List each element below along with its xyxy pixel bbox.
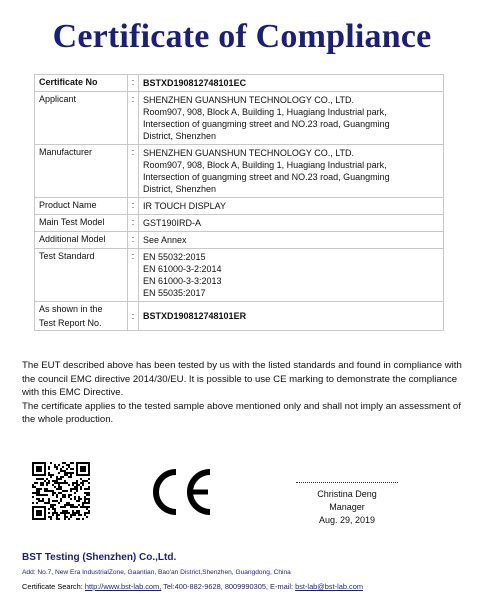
manufacturer-value <box>139 145 444 198</box>
row-test-report <box>35 302 444 331</box>
ce-mark-icon <box>144 462 224 522</box>
manufacturer-line: Intersection of guangming street and NO.23 road, Guangming <box>143 172 390 182</box>
signature-block <box>290 488 404 527</box>
signatory-title: Manager <box>329 502 365 512</box>
applicant-line: District, Shenzhen <box>143 131 217 141</box>
standard-line: EN 61000-3-2:2014 <box>143 264 222 274</box>
email-link[interactable]: bst-lab@bst-lab.com <box>295 582 363 591</box>
separator-colon: : <box>128 232 139 249</box>
footer-address: Add: No.7, New Era IndustrialZone, Gaantian, Bao'an District,Shenzhen, Guangdong, China <box>22 569 291 576</box>
row-test-standard <box>35 249 444 302</box>
footer-company: BST Testing (Shenzhen) Co.,Ltd. <box>22 552 177 563</box>
manufacturer-line: SHENZHEN GUANSHUN TECHNOLOGY CO., LTD. <box>143 148 355 158</box>
row-certificate-no <box>35 75 444 92</box>
row-additional-model <box>35 232 444 249</box>
manufacturer-label: Manufacturer <box>35 145 128 198</box>
certificate-no-value: BSTXD190812748101EC <box>139 75 444 92</box>
page-title: Certificate of Compliance <box>52 18 432 55</box>
standard-line: EN 55035:2017 <box>143 288 206 298</box>
separator-colon: : <box>128 145 139 198</box>
footer <box>22 552 472 591</box>
product-name-value: IR TOUCH DISPLAY <box>139 198 444 215</box>
applicant-line: Room907, 908, Block A, Building 1, Huagiang Industrial park, <box>143 107 387 117</box>
separator-colon: : <box>128 198 139 215</box>
footer-email-label: E-mail: <box>270 582 294 591</box>
row-manufacturer <box>35 145 444 198</box>
main-test-model-value: GST190IRD-A <box>139 215 444 232</box>
separator-colon: : <box>128 302 139 331</box>
row-product-name <box>35 198 444 215</box>
certificate-details-table <box>34 74 444 331</box>
test-standard-label: Test Standard <box>35 249 128 302</box>
signature-date: Aug. 29, 2019 <box>318 515 376 525</box>
certificate-search-label: Certificate Search: <box>22 582 83 591</box>
additional-model-label: Additional Model <box>35 232 128 249</box>
test-report-label-line: As shown in the <box>39 304 103 314</box>
main-test-model-label: Main Test Model <box>35 215 128 232</box>
statement-paragraph: The certificate applies to the tested sample above mentioned only and shall not imply an assessment of the whole production. <box>22 400 461 425</box>
applicant-label: Applicant <box>35 92 128 145</box>
statement-paragraph: The EUT described above has been tested by us with the listed standards and found in compliance with the council EMC directive 2014/30/EU. It is possible to use CE marking to demonstrate the compliance with this EMC Directive. <box>22 360 462 398</box>
applicant-value <box>139 92 444 145</box>
separator-colon: : <box>128 249 139 302</box>
test-report-label <box>35 302 128 331</box>
manufacturer-line: District, Shenzhen <box>143 184 217 194</box>
test-standard-value <box>139 249 444 302</box>
signatory-name: Christina Deng <box>317 489 377 499</box>
separator-colon: : <box>128 75 139 92</box>
signature-line <box>296 482 398 483</box>
separator-colon: : <box>128 215 139 232</box>
certificate-no-label: Certificate No <box>35 75 128 92</box>
additional-model-value: See Annex <box>139 232 444 249</box>
row-applicant <box>35 92 444 145</box>
applicant-line: SHENZHEN GUANSHUN TECHNOLOGY CO., LTD. <box>143 95 355 105</box>
footer-tel: Tel:400-882-9628, 8009990305, <box>163 582 268 591</box>
separator-colon: : <box>128 92 139 145</box>
compliance-statement <box>22 359 467 427</box>
row-main-test-model <box>35 215 444 232</box>
standard-line: EN 61000-3-3:2013 <box>143 276 222 286</box>
footer-contact <box>22 582 472 591</box>
test-report-value: BSTXD190812748101ER <box>139 302 444 331</box>
applicant-line: Intersection of guangming street and NO.23 road, Guangming <box>143 119 390 129</box>
website-link[interactable]: http://www.bst-lab.com, <box>84 582 162 591</box>
product-name-label: Product Name <box>35 198 128 215</box>
standard-line: EN 55032:2015 <box>143 252 206 262</box>
test-report-label-line: Test Report No. <box>39 318 102 328</box>
manufacturer-line: Room907, 908, Block A, Building 1, Huagiang Industrial park, <box>143 160 387 170</box>
qr-code-icon <box>32 462 90 520</box>
